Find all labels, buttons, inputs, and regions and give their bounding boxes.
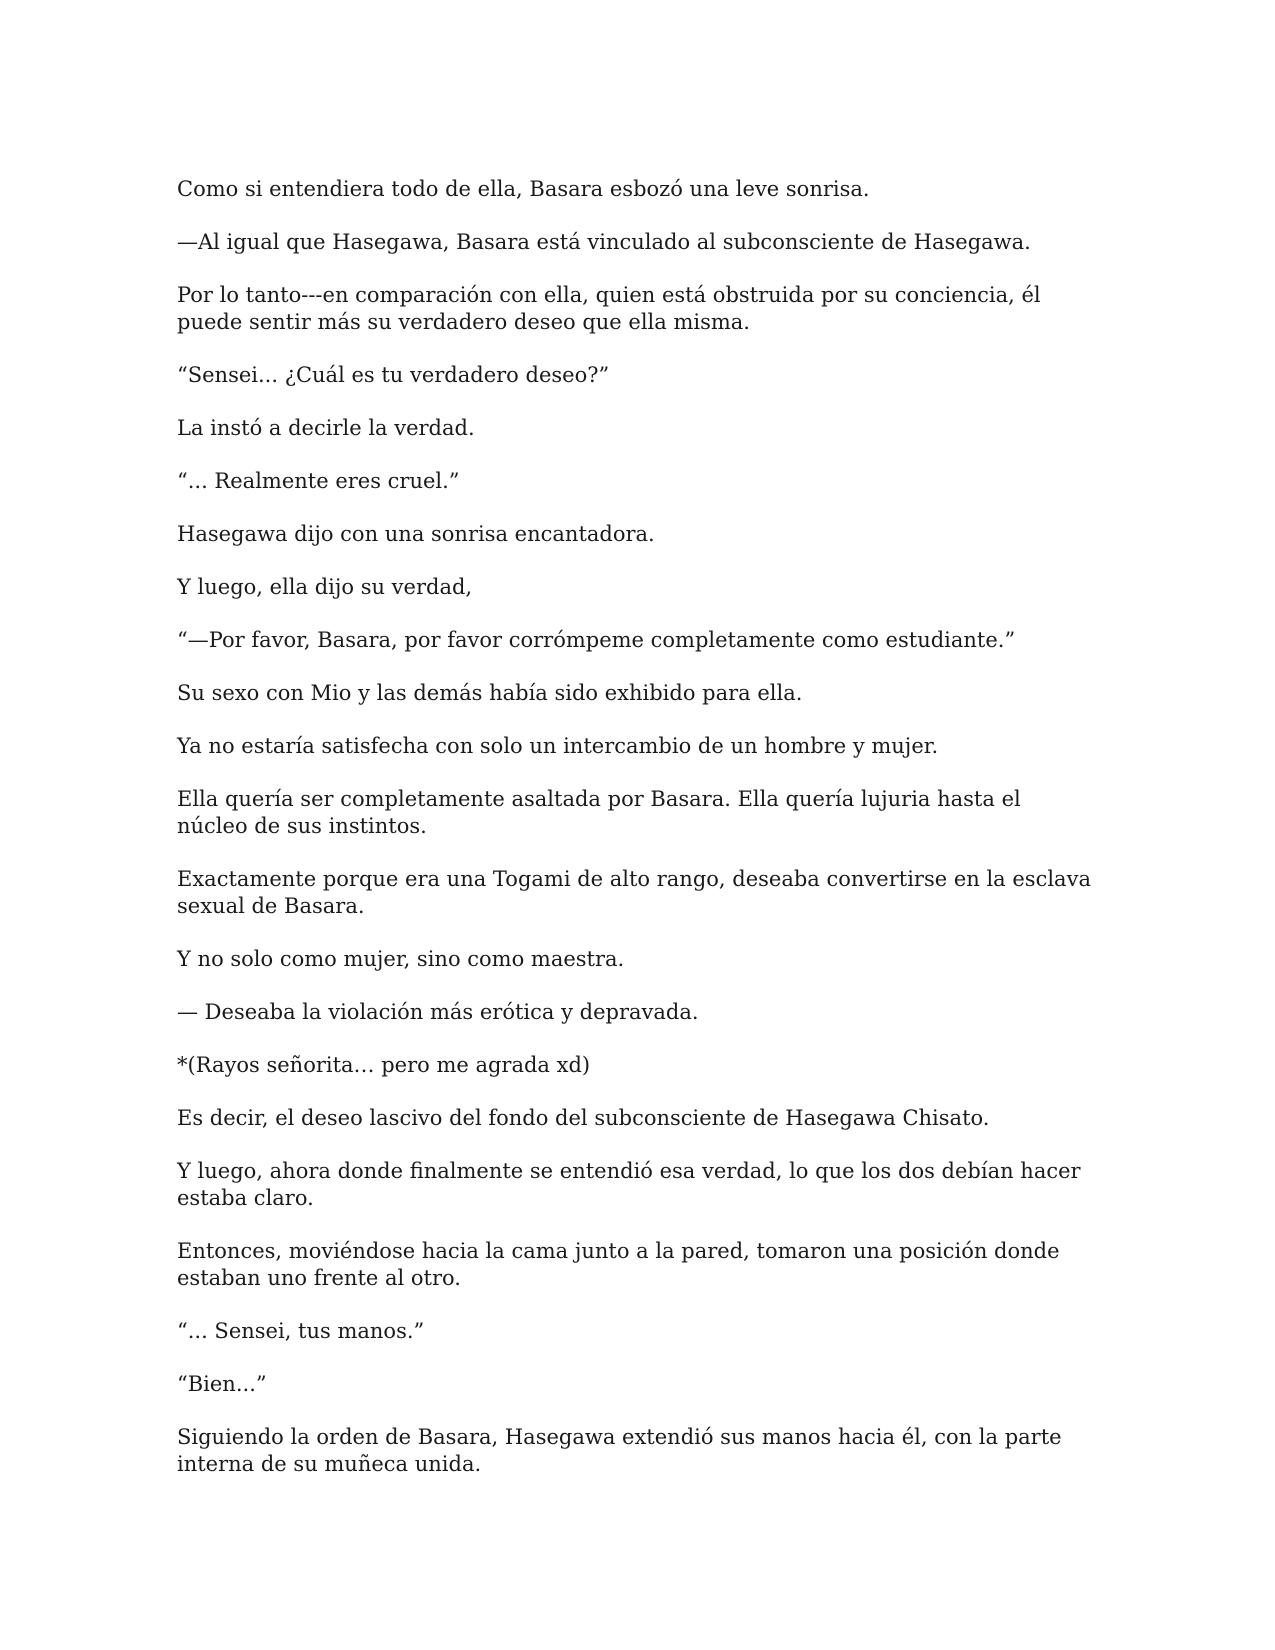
paragraph-14: Y no solo como mujer, sino como maestra. [177,947,625,971]
paragraph-7: Hasegawa dijo con una sonrisa encantadora. [177,522,655,546]
paragraph-3: Por lo tanto---en comparación con ella, quien está obstruida por su conciencia, él puede sentir más su verdadero deseo que ella misma. [177,283,1041,334]
paragraph-2: —Al igual que Hasegawa, Basara está vinculado al subconsciente de Hasegawa. [177,230,1031,254]
paragraph-21: “Bien...” [177,1372,267,1396]
paragraph-1: Como si entendiera todo de ella, Basara esbozó una leve sonrisa. [177,177,870,201]
paragraph-15: — Deseaba la violación más erótica y depravada. [177,1000,699,1024]
paragraph-6: “... Realmente eres cruel.” [177,469,460,493]
paragraph-9: “—Por favor, Basara, por favor corrómpeme completamente como estudiante.” [177,628,1016,652]
paragraph-10: Su sexo con Mio y las demás había sido exhibido para ella. [177,681,803,705]
paragraph-13: Exactamente porque era una Togami de alto rango, deseaba convertirse en la esclava sexual de Basara. [177,867,1091,918]
paragraph-5: La instó a decirle la verdad. [177,416,475,440]
document-body [177,176,1097,1504]
paragraph-16: *(Rayos señorita… pero me agrada xd) [177,1053,591,1077]
paragraph-18: Y luego, ahora donde finalmente se entendió esa verdad, lo que los dos debían hacer estaba claro. [177,1159,1081,1210]
paragraph-4: “Sensei... ¿Cuál es tu verdadero deseo?” [177,363,610,387]
paragraph-22: Siguiendo la orden de Basara, Hasegawa extendió sus manos hacia él, con la parte interna de su muñeca unida. [177,1425,1062,1476]
paragraph-17: Es decir, el deseo lascivo del fondo del subconsciente de Hasegawa Chisato. [177,1106,990,1130]
paragraph-11: Ya no estaría satisfecha con solo un intercambio de un hombre y mujer. [177,734,939,758]
paragraph-19: Entonces, moviéndose hacia la cama junto a la pared, tomaron una posición donde estaban uno frente al otro. [177,1239,1060,1290]
paragraph-20: “... Sensei, tus manos.” [177,1319,425,1343]
paragraph-12: Ella quería ser completamente asaltada por Basara. Ella quería lujuria hasta el núcleo de sus instintos. [177,787,1021,838]
paragraph-8: Y luego, ella dijo su verdad, [177,575,473,599]
